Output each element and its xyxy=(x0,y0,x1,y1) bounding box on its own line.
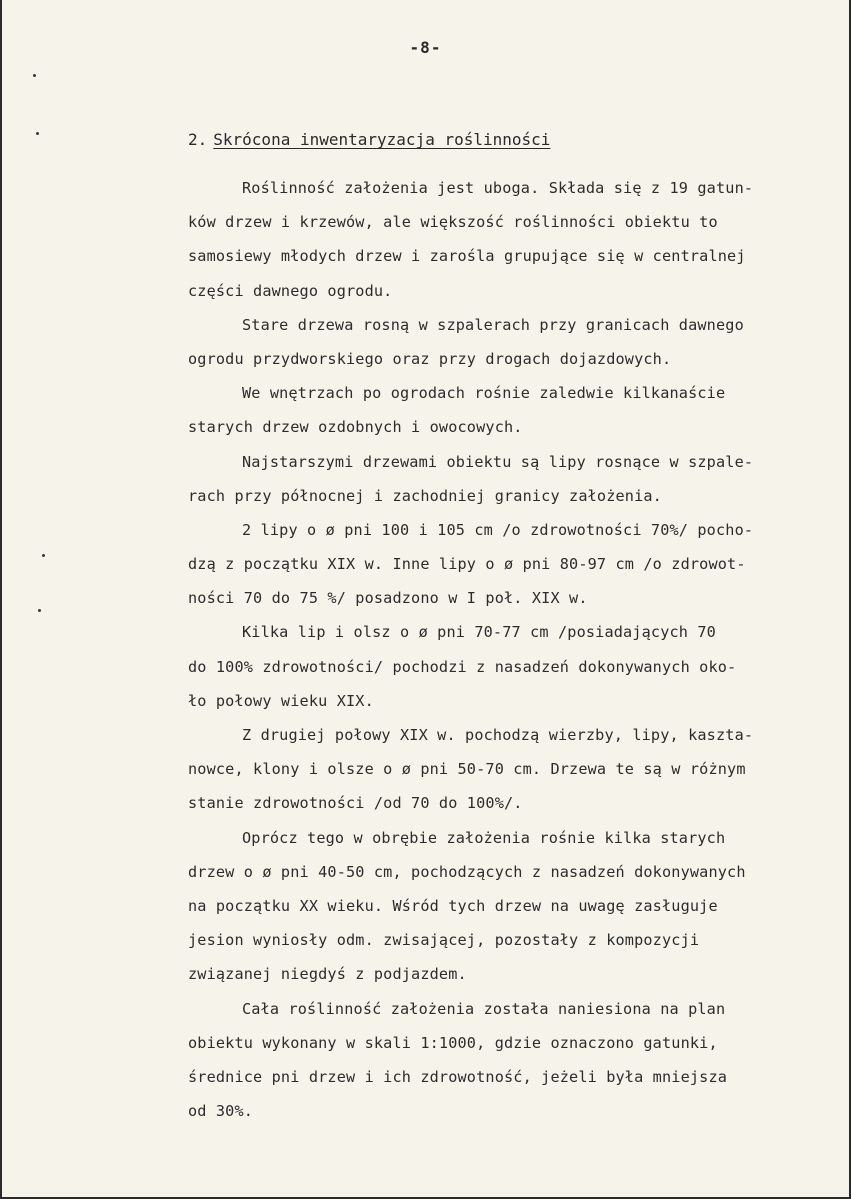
text-line: do 100% zdrowotności/ pochodzi z nasadzeń dokonywanych oko- xyxy=(188,657,737,676)
text-line: Z drugiej połowy XIX w. pochodzą wierzby, lipy, kaszta- xyxy=(242,726,754,744)
text-line: jesion wyniosły odm. zwisającej, pozostały z kompozycji xyxy=(188,931,700,950)
margin-speck xyxy=(33,74,36,77)
text-line: nowce, klony i olsze o ø pni 50-70 cm. Drzewa te są w różnym xyxy=(188,760,746,779)
text-line: od 30%. xyxy=(188,1102,254,1121)
text-line: Oprócz tego w obrębie założenia rośnie kilka starych xyxy=(242,828,726,847)
section-title: Skrócona inwentaryzacja roślinności xyxy=(213,130,551,149)
text-line: związanej niegdyś z podjazdem. xyxy=(188,965,467,984)
text-line: Najstarszymi drzewami obiektu są lipy rosnące w szpale- xyxy=(242,452,754,471)
text-line: obiektu wykonany w skali 1:1000, gdzie oznaczono gatunki, xyxy=(188,1033,718,1052)
text-line: części dawnego ogrodu. xyxy=(188,281,393,300)
text-line: dzą z początku XIX w. Inne lipy o ø pni 80-97 cm /o zdrowot- xyxy=(188,555,746,574)
text-line: ków drzew i krzewów, ale większość roślinności obiektu to xyxy=(188,213,718,232)
text-line: 2 lipy o ø pni 100 i 105 cm /o zdrowotności 70%/ pocho- xyxy=(242,520,754,539)
text-line: na początku XX wieku. Wśród tych drzew na uwagę zasługuje xyxy=(188,896,718,915)
text-line: samosiewy młodych drzew i zarośla grupujące się w centralnej xyxy=(188,247,746,266)
text-line: drzew o ø pni 40-50 cm, pochodzących z nasadzeń dokonywanych xyxy=(188,862,746,881)
margin-speck xyxy=(38,609,41,612)
page-number: -8- xyxy=(409,38,442,57)
section-heading xyxy=(188,130,550,149)
text-line: ło połowy wieku XIX. xyxy=(188,691,374,710)
text-line: Cała roślinność założenia została naniesiona na plan xyxy=(242,999,726,1018)
text-line: Kilka lip i olsz o ø pni 70-77 cm /posiadających 70 xyxy=(242,623,716,642)
margin-speck xyxy=(42,554,45,557)
text-line: We wnętrzach po ogrodach rośnie zaledwie kilkanaście xyxy=(242,384,726,403)
text-line: Roślinność założenia jest uboga. Składa się z 19 gatun- xyxy=(242,179,754,197)
text-line: Stare drzewa rosną w szpalerach przy granicach dawnego xyxy=(242,315,744,334)
text-line: średnice pni drzew i ich zdrowotność, jeżeli była mniejsza xyxy=(188,1067,728,1086)
text-line: rach przy północnej i zachodniej granicy założenia. xyxy=(188,486,662,505)
margin-speck xyxy=(36,132,39,135)
text-line: ogrodu przydworskiego oraz przy drogach dojazdowych. xyxy=(188,349,672,368)
text-line: ności 70 do 75 %/ posadzono w I poł. XIX w. xyxy=(188,589,588,608)
text-line: stanie zdrowotności /od 70 do 100%/. xyxy=(188,794,523,813)
text-line: starych drzew ozdobnych i owocowych. xyxy=(188,418,523,437)
body-text xyxy=(188,171,828,1128)
section-number: 2. xyxy=(188,130,208,149)
